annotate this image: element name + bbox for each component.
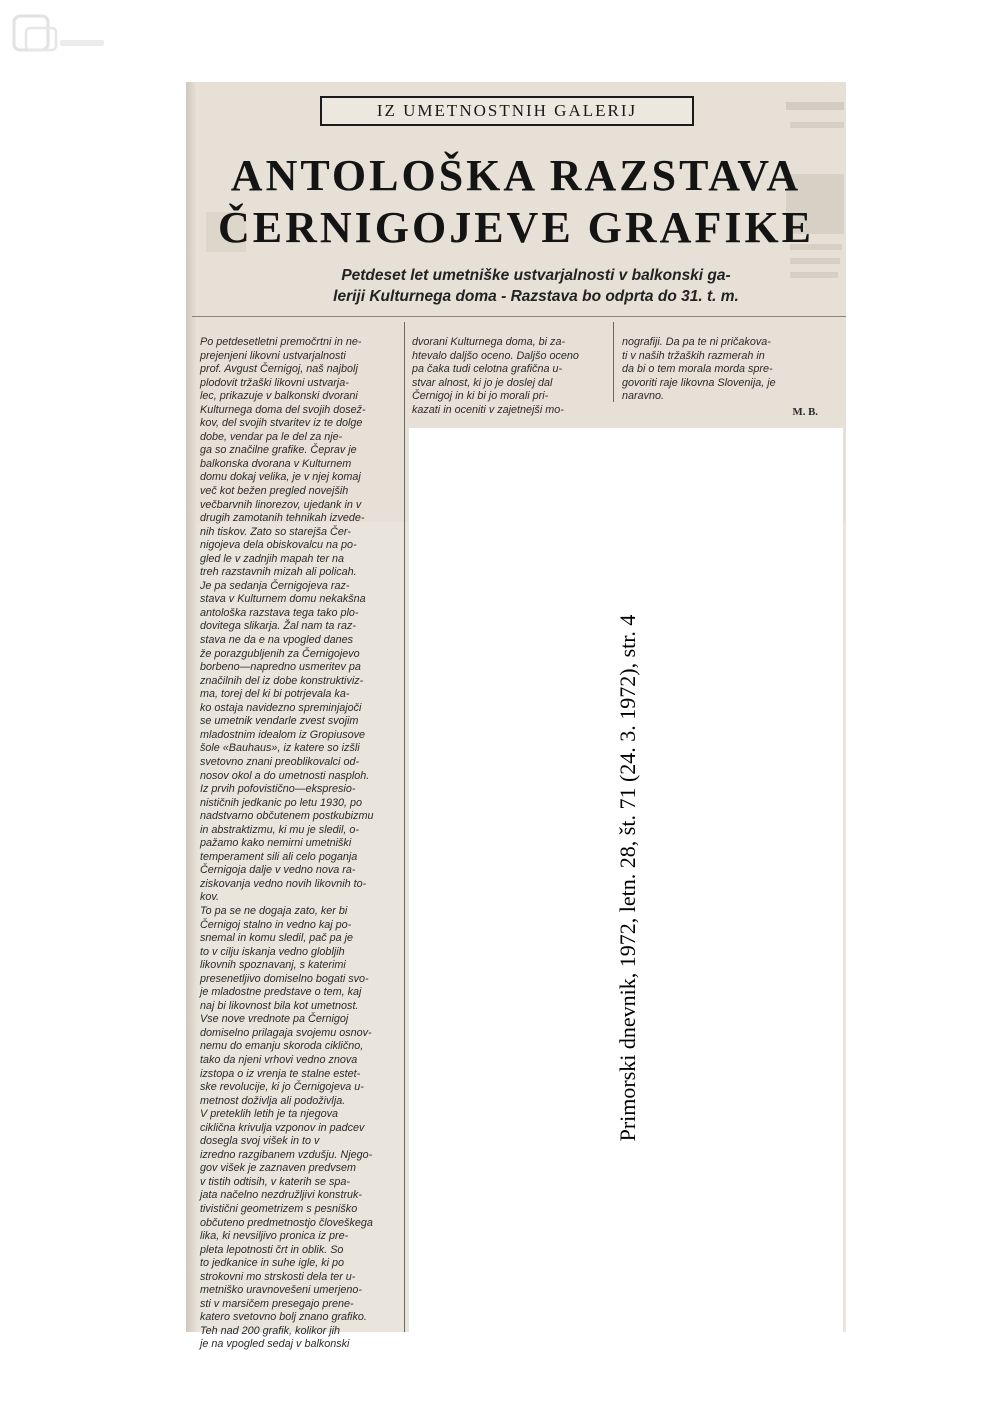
subhead-line-1: Petdeset let umetniške ustvarjalnosti v balkonski ga- (341, 267, 731, 284)
text-line: da bi o tem morala morda spre- (622, 363, 773, 376)
text-line: jata načelno nezdružljivi konstruk- (200, 1189, 363, 1202)
text-line: izstopa o iz vrenja te stalne estet- (200, 1067, 361, 1080)
text-line: večbarvnih linorezov, ujedank in v (200, 498, 362, 511)
text-line: domiselno prilagaja svojemu osnov- (200, 1026, 372, 1039)
text-line: nih tiskov. Zato so starejša Čer- (200, 525, 351, 538)
column-rule-2 (613, 322, 614, 402)
text-line: domu dokaj velika, je v njej komaj (200, 471, 361, 484)
article-column-2 (412, 336, 610, 417)
text-line: nističnih jedkanic po letu 1930, po (200, 796, 363, 809)
text-line: prejenjeni likovni ustvarjalnosti (200, 349, 346, 362)
text-line: občuteno predmetnostjo človeškega (200, 1216, 373, 1229)
text-line: ma, torej del ki bi potrjevala ka- (200, 688, 350, 701)
text-line: več kot bežen pregled novejših (200, 485, 349, 498)
text-line: Černigoja dalje v vedno nova ra- (200, 864, 356, 877)
text-line: tivistični geometrizem s pesniško (200, 1203, 358, 1215)
text-line: likovnih spoznavanj, s katerimi (200, 959, 346, 972)
text-line: mladostnim idealom iz Gropiusove (200, 728, 366, 741)
citation-text: Primorski dnevnik, 1972, letn. 28, št. 71 (24. 3. 1972), str. 4 (615, 614, 640, 1142)
text-line: antološka razstava tega tako plo- (200, 606, 359, 619)
text-line: stava v Kulturnem domu nekakšna (200, 593, 366, 606)
text-line: htevalo daljšo oceno. Daljšo oceno (412, 349, 579, 362)
text-line: Po petdesetletni premočrtni in ne- (200, 336, 362, 348)
text-line: treh razstavnih mizah ali policah. (200, 566, 357, 579)
text-line: To pa se ne dogaja zato, ker bi (200, 904, 348, 917)
text-line: ti v naših tržaških razmerah in (622, 349, 765, 362)
text-line: ske revolucije, ki jo Černigojeva u- (200, 1081, 364, 1094)
text-line: stvar alnost, ki jo je doslej dal (412, 376, 553, 389)
text-line: svetovno znani preoblikovalci od- (200, 755, 360, 768)
left-edge-shadow (186, 82, 198, 1332)
text-line: pažamo kako nemirni umetniški (200, 837, 352, 850)
section-kicker: IZ UMETNOSTNIH GALERIJ (320, 96, 694, 126)
text-line: temperament sili ali celo poganja (200, 850, 358, 863)
text-line: Vse nove vrednote pa Černigoj (200, 1013, 349, 1026)
text-line: nigojeva dela obiskovalcu na po- (200, 539, 357, 552)
text-line: tako da njeni vrhovi vedno znova (200, 1053, 358, 1066)
text-line: Iz prvih pofovistično—ekspresio- (200, 783, 356, 796)
text-line: katero svetovno bolj znano grafiko. (200, 1311, 367, 1324)
subhead-line-2: leriji Kulturnega doma - Razstava bo odprta do 31. t. m. (333, 288, 739, 305)
text-line: snemal in komu sledil, pač pa je (200, 932, 354, 945)
text-line: lec, prikazuje v balkonski dvorani (200, 390, 358, 403)
text-line: pa čaka tudi celotna grafična u- (412, 363, 563, 376)
text-line: borbeno—napredno usmeritev pa (200, 661, 361, 674)
text-line: Teh nad 200 grafik, kolikor jih (200, 1324, 341, 1337)
text-line: Černigoj stalno in vedno kaj po- (200, 918, 352, 931)
text-line: dosegla svoj višek in to v (200, 1135, 320, 1148)
article-column-3 (622, 336, 818, 418)
text-line: je mladostne predstave o tem, kaj (200, 986, 362, 999)
text-line: kov, del svojih stvaritev iz te dolge (200, 417, 363, 430)
text-line: kov. (200, 891, 219, 904)
text-line: prof. Avgust Černigoj, naš najbolj (200, 363, 358, 376)
text-line: Černigoj in ki bi jo morali pri- (412, 390, 549, 403)
text-line: balkonska dvorana v Kulturnem (200, 457, 352, 470)
headline-line-1: ANTOLOŠKA RAZSTAVA (230, 151, 802, 200)
text-line: gled le v zadnjih mapah ter na (200, 552, 345, 565)
text-line: V preteklih letih je ta njegova (200, 1108, 339, 1121)
text-line: Je pa sedanja Černigojeva raz- (200, 579, 350, 592)
text-line: lika, ki nevsiljivo pronica iz pre- (200, 1230, 349, 1243)
text-line: ciklična krivulja vzponov in padcev (200, 1121, 365, 1134)
text-line: ko ostaja navidezno spreminjajoči (200, 701, 362, 714)
author-signature: M. B. (792, 406, 818, 418)
text-line: kazati in oceniti v zajetnejši mo- (412, 403, 564, 416)
text-line: strokovni mo strskosti dela ter u- (200, 1270, 356, 1283)
text-line: nosov okol a do umetnosti nasploh. (200, 769, 370, 782)
text-line: sti v marsičem presegajo prene- (200, 1297, 354, 1310)
watermark-logo (10, 10, 110, 58)
text-line: značilnih del iz dobe konstruktiviz- (200, 674, 364, 687)
text-line: metniško uravnovešeni umerjeno- (200, 1284, 363, 1297)
text-line: dobe, vendar pa le del za nje- (200, 430, 343, 443)
text-line: že porazgubljenih za Černigojevo (200, 647, 360, 660)
text-line: presenetljivo domiselno bogati svo- (200, 972, 369, 985)
text-line: je na vpogled sedaj v balkonski (200, 1338, 350, 1351)
text-line: Kulturnega doma del svojih dosež- (200, 403, 366, 416)
text-line: gov višek je zaznaven predvsem (200, 1162, 357, 1175)
text-line: ziskovanja vedno novih likovnih to- (200, 877, 367, 890)
text-line: nadstvarno občutenem postkubizmu (200, 810, 374, 823)
headline-line-2: ČERNIGOJEVE GRAFIKE (217, 203, 815, 252)
subheadline (256, 265, 816, 307)
text-line: v tistih odtisih, v katerih se spa- (200, 1175, 351, 1188)
text-line: nografiji. Da pa te ni pričakova- (622, 336, 771, 348)
header-rule (192, 316, 846, 317)
text-line: to v cilju iskanja vedno globljih (200, 945, 345, 958)
text-line: se umetnik vendarle zvest svojim (200, 715, 359, 728)
text-line: nemu do emanju skoroda ciklično, (200, 1040, 364, 1053)
column-rule-1 (404, 322, 405, 1332)
text-line: to jedkanice in suhe igle, ki po (200, 1257, 345, 1270)
text-line: ga so značilne grafike. Čeprav je (200, 444, 357, 457)
text-line: naj bi likovnost bila kot umetnost. (200, 999, 359, 1012)
text-line: drugih zamotanih tehnikah izvede- (200, 512, 365, 525)
text-line: pleta lepotnosti črt in oblik. So (200, 1243, 344, 1256)
text-line: stava ne da e na vpogled danes (200, 634, 354, 647)
text-line: plodovit tržaški likovni ustvarja- (200, 376, 349, 389)
text-line: metnost doživlja ali podoživlja. (200, 1094, 346, 1107)
text-line: naravno. (622, 390, 665, 403)
text-line: dovitega slikarja. Žal nam ta raz- (200, 620, 357, 633)
article-column-1 (200, 336, 400, 1352)
text-line: izredno razgibanem vzdušju. Njego- (200, 1148, 373, 1161)
text-line: dvorani Kulturnega doma, bi za- (412, 336, 566, 348)
text-line: šole «Bauhaus», iz katere so izšli (200, 742, 360, 755)
text-line: in abstraktizmu, ki mu je sledil, o- (200, 823, 360, 836)
text-line: govoriti raje likovna Slovenija, je (622, 376, 776, 389)
